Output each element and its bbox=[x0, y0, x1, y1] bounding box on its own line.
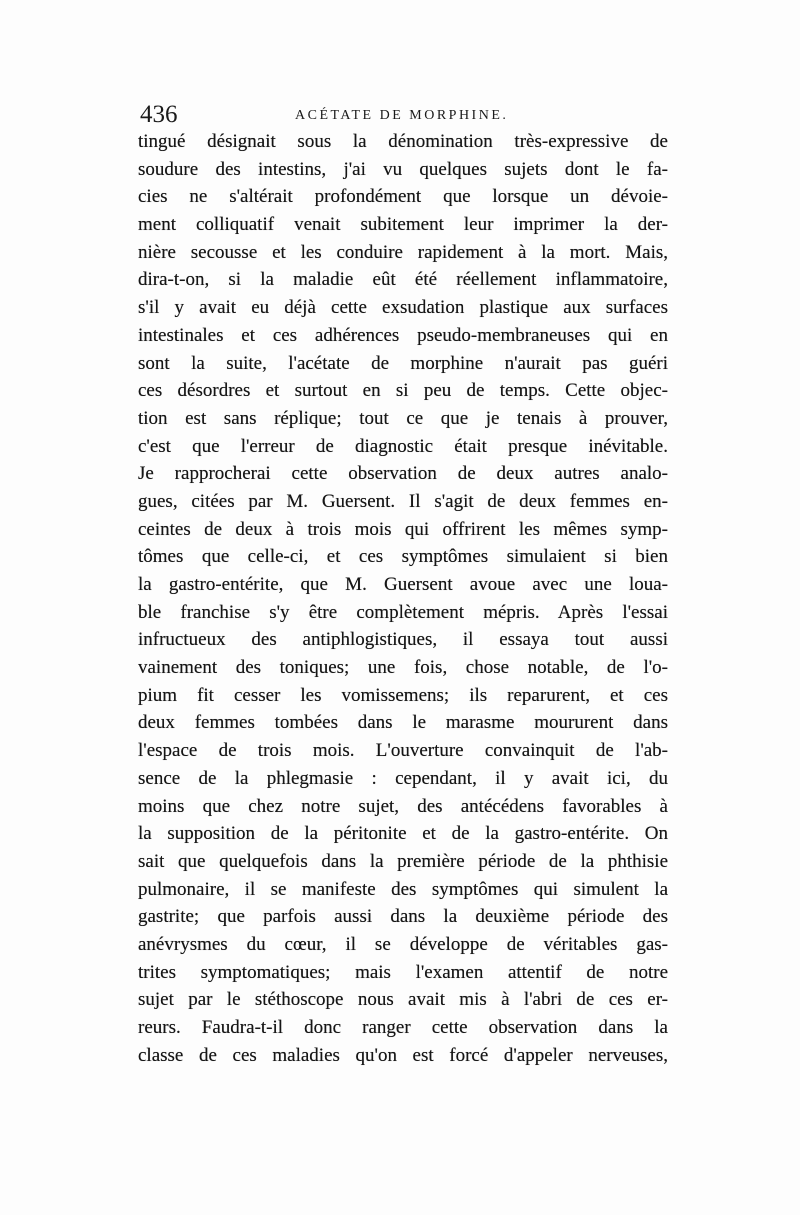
text-line: Je rapprocherai cette observation de deux autres analo- bbox=[138, 463, 668, 485]
text-line: la gastro-entérite, que M. Guersent avoue avec une loua- bbox=[138, 574, 668, 595]
text-line: la supposition de la péritonite et de la gastro-entérite. On bbox=[138, 823, 668, 845]
text-line: sont la suite, l'acétate de morphine n'aurait pas guéri bbox=[138, 352, 668, 374]
running-head: ACÉTATE DE MORPHINE. bbox=[295, 108, 509, 123]
body-text bbox=[138, 128, 668, 1069]
text-line: infructueux des antiphlogistiques, il essaya tout aussi bbox=[138, 629, 668, 651]
text-line: reurs. Faudra-t-il donc ranger cette observation dans la bbox=[138, 1017, 668, 1038]
text-line: gastrite; que parfois aussi dans la deuxième période des bbox=[138, 906, 668, 928]
page-number: 436 bbox=[140, 101, 178, 128]
text-line: dira-t-on, si la maladie eût été réellement inflammatoire, bbox=[138, 269, 668, 291]
text-line: s'il y avait eu déjà cette exsudation plastique aux surfaces bbox=[138, 297, 668, 319]
text-line: ceintes de deux à trois mois qui offrirent les mêmes symp- bbox=[138, 518, 668, 540]
text-line: tingué désignait sous la dénomination très-expressive de bbox=[138, 131, 668, 152]
text-line: pulmonaire, il se manifeste des symptômes qui simulent la bbox=[138, 878, 668, 900]
text-line: ble franchise s'y être complètement mépris. Après l'essai bbox=[138, 601, 668, 623]
text-line: sence de la phlegmasie : cependant, il y avait ici, du bbox=[138, 767, 668, 789]
text-line: moins que chez notre sujet, des antécédens favorables à bbox=[138, 795, 668, 817]
text-line: pium fit cesser les vomissemens; ils reparurent, et ces bbox=[138, 684, 668, 706]
text-line: l'espace de trois mois. L'ouverture convainquit de l'ab- bbox=[138, 740, 668, 762]
text-line: ment colliquatif venait subitement leur imprimer la der- bbox=[138, 214, 668, 236]
text-line: ces désordres et surtout en si peu de temps. Cette objec- bbox=[138, 380, 668, 402]
text-line: sujet par le stéthoscope nous avait mis à l'abri de ces er- bbox=[138, 989, 668, 1011]
page-header bbox=[140, 98, 668, 132]
text-line: gues, citées par M. Guersent. Il s'agit de deux femmes en- bbox=[138, 490, 668, 512]
text-line: nière secousse et les conduire rapidement à la mort. Mais, bbox=[138, 241, 668, 263]
text-line: classe de ces maladies qu'on est forcé d'appeler nerveuses, bbox=[138, 1044, 668, 1066]
text-line: intestinales et ces adhérences pseudo-membraneuses qui en bbox=[138, 324, 668, 346]
text-line: cies ne s'altérait profondément que lorsque un dévoie- bbox=[138, 186, 668, 208]
text-line: tion est sans réplique; tout ce que je tenais à prouver, bbox=[138, 407, 668, 429]
text-line: vainement des toniques; une fois, chose notable, de l'o- bbox=[138, 657, 668, 679]
text-line: c'est que l'erreur de diagnostic était presque inévitable. bbox=[138, 435, 668, 457]
text-line: trites symptomatiques; mais l'examen attentif de notre bbox=[138, 961, 668, 983]
text-line: tômes que celle-ci, et ces symptômes simulaient si bien bbox=[138, 546, 668, 568]
text-line: soudure des intestins, j'ai vu quelques sujets dont le fa- bbox=[138, 158, 668, 180]
text-line: sait que quelquefois dans la première période de la phthisie bbox=[138, 850, 668, 872]
text-line: deux femmes tombées dans le marasme moururent dans bbox=[138, 712, 668, 734]
text-line: anévrysmes du cœur, il se développe de véritables gas- bbox=[138, 933, 668, 955]
